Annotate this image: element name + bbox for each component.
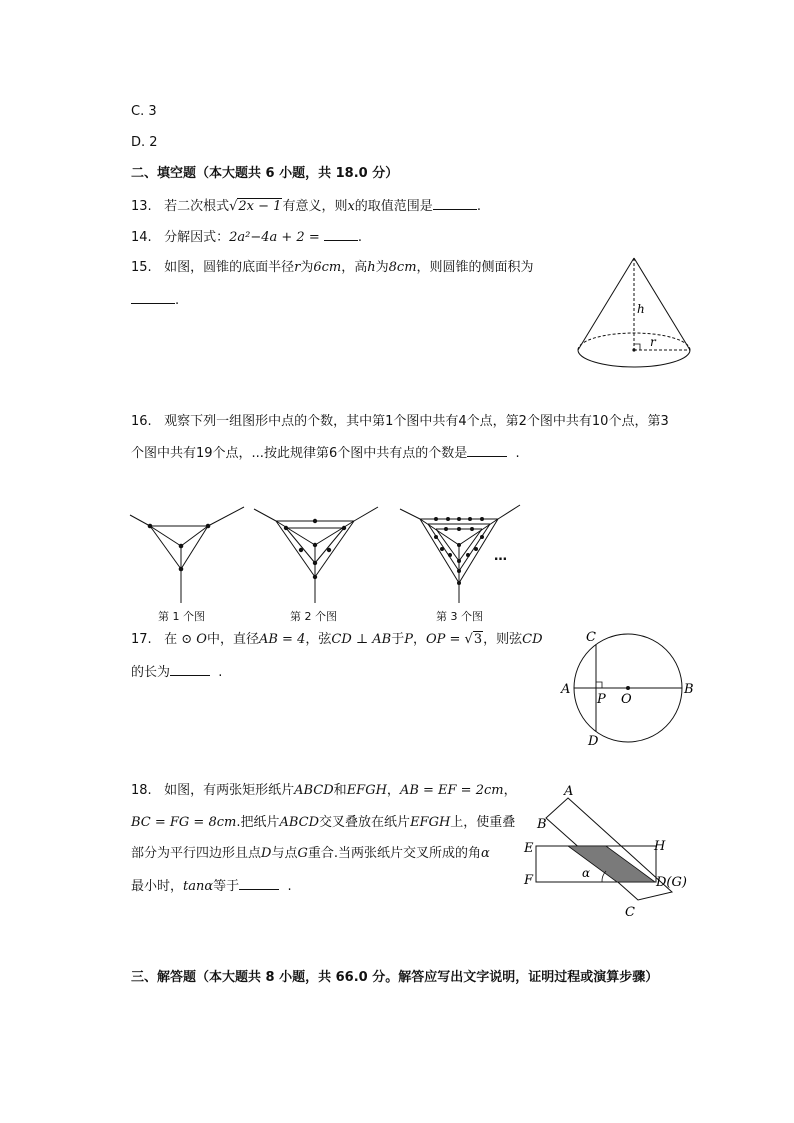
question-18-line2: BC = FG = 8cm.把纸片ABCD交叉叠放在纸片EFGH上，使重叠	[131, 815, 516, 830]
label-h: h	[637, 302, 645, 316]
label-F: F	[524, 873, 534, 888]
question-number: 13.	[131, 199, 152, 214]
answer-blank[interactable]	[239, 877, 279, 890]
question-17-line2: 的长为 .	[131, 665, 223, 680]
label-r: r	[650, 335, 656, 349]
circle-figure	[558, 626, 698, 750]
question-18-line4: 最小时，tanα等于 .	[131, 879, 292, 894]
answer-blank[interactable]	[467, 444, 507, 457]
question-16: 16. 观察下列一组图形中点的个数，其中第1个图中共有4个点，第2个图中共有10个点，第3	[131, 414, 669, 429]
label-O: O	[621, 692, 632, 707]
question-13: 13. 若二次根式√2x − 1有意义，则x的取值范围是 .	[131, 199, 481, 214]
option-d: D. 2	[131, 135, 158, 150]
question-15: 15. 如图，圆锥的底面半径r为6cm，高h为8cm，则圆锥的侧面积为	[131, 260, 534, 275]
option-c: C. 3	[131, 104, 157, 119]
answer-blank[interactable]	[131, 291, 175, 304]
label-A: A	[564, 784, 574, 799]
label-P: P	[597, 692, 606, 707]
label-D: D	[588, 734, 599, 749]
question-number: 14.	[131, 230, 152, 245]
question-number: 18.	[131, 783, 152, 798]
answer-blank[interactable]	[170, 663, 210, 676]
question-18-line3: 部分为平行四边形且点D与点G重合.当两张纸片交叉所成的角α	[131, 846, 490, 861]
radicand: 2x − 1	[238, 199, 282, 214]
caption-figure-2: 第 2 个图	[290, 610, 337, 623]
pattern-figure-1	[128, 505, 248, 605]
cone-figure	[570, 252, 700, 367]
pattern-ellipsis: …	[494, 549, 507, 564]
question-17: 17. 在 ⊙ O中，直径AB = 4，弦CD ⊥ AB于P，OP = √3，则弦CD	[131, 632, 543, 647]
label-A: A	[561, 682, 571, 697]
question-number: 17.	[131, 632, 152, 647]
question-number: 16.	[131, 414, 152, 429]
rectangles-figure	[520, 782, 700, 922]
question-15-line2: .	[131, 291, 179, 310]
caption-figure-3: 第 3 个图	[436, 610, 483, 623]
label-H: H	[654, 839, 666, 854]
section-3-title: 三、解答题（本大题共 8 小题，共 66.0 分。解答应写出文字说明，证明过程或演算步骤）	[131, 970, 659, 985]
question-18: 18. 如图，有两张矩形纸片ABCD和EFGH，AB = EF = 2cm，	[131, 783, 517, 798]
question-16-line2: 个图中共有19个点，...按此规律第6个图中共有点的个数是 .	[131, 446, 520, 461]
question-14: 14. 分解因式：2a²−4a + 2 = .	[131, 230, 362, 245]
pattern-figure-2	[252, 505, 382, 605]
label-alpha: α	[582, 866, 591, 880]
pattern-figure-3	[398, 505, 528, 605]
label-C: C	[586, 630, 596, 645]
answer-blank[interactable]	[324, 228, 358, 241]
answer-blank[interactable]	[433, 197, 477, 210]
section-2-title: 二、填空题（本大题共 6 小题，共 18.0 分）	[131, 166, 399, 181]
question-number: 15.	[131, 260, 152, 275]
label-DG: D(G)	[656, 875, 687, 890]
label-B: B	[684, 682, 694, 697]
label-C: C	[625, 905, 635, 920]
caption-figure-1: 第 1 个图	[158, 610, 205, 623]
label-B: B	[537, 817, 547, 832]
label-E: E	[524, 841, 534, 856]
